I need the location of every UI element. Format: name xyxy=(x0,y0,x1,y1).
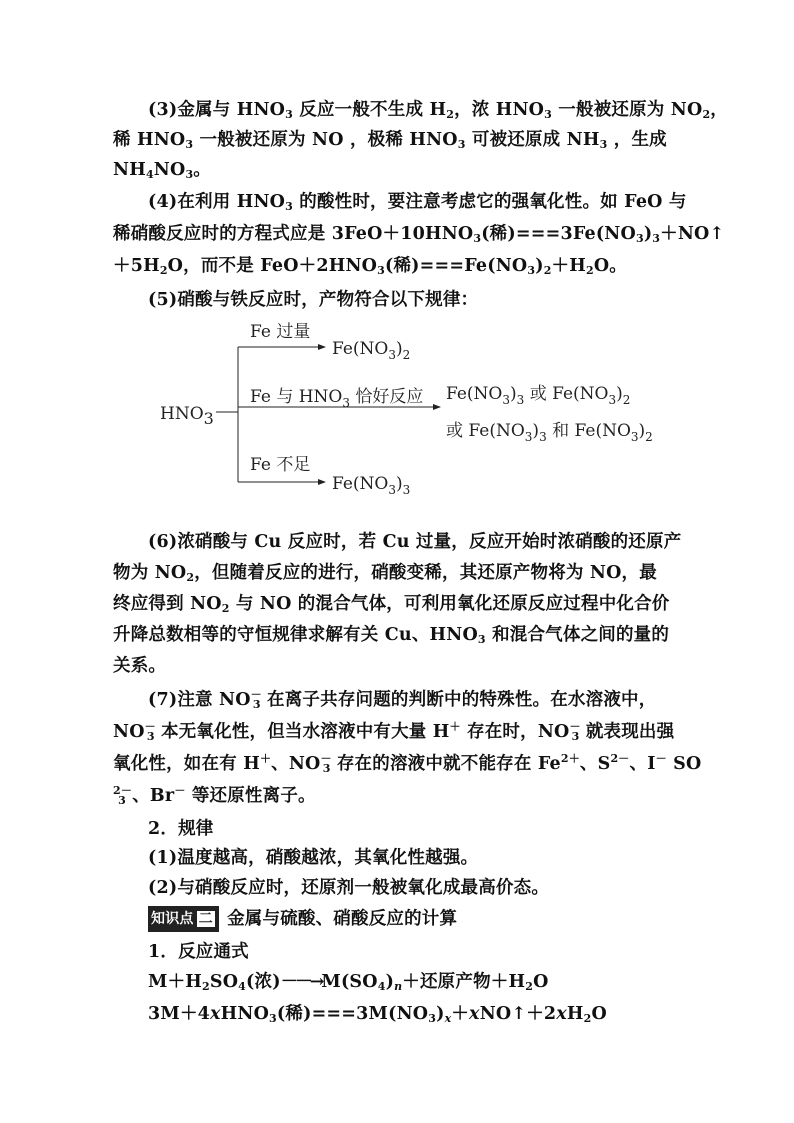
p5-line1: (5)硝酸与铁反应时，产物符合以下规律： xyxy=(148,290,479,310)
p4-line1: (4)在利用 $HNO_3$ 的酸性时，要注意考虑它的强氧化性。如 FeO 与 xyxy=(148,192,687,213)
section-1-heading: 1．反应通式 xyxy=(148,942,249,962)
section-2-heading: 2．规律 xyxy=(148,819,214,839)
p7-line3: 氧化性，如在有 H＋、$NO^-_3$ 存在的溶液中就不能存在 $Fe^{2+}$、$S^{2-}$、I－ SO xyxy=(113,752,702,775)
fe-hno3-diagram xyxy=(150,312,730,512)
diagram-root: HNO3 xyxy=(160,404,214,428)
p4-line2: 稀硝酸反应时的方程式应是 $3FeO+10HNO_3$(稀)$===3Fe(NO_3)_3+NO↑$ xyxy=(113,224,725,245)
p6-line4: 升降总数相等的守恒规律求解有关 Cu、$HNO_3$ 和混合气体之间的量的 xyxy=(113,625,670,646)
equation-2: 3M＋4xHNO$_3$(稀)$===3M(NO_3)_x+xNO↑+2xH_2O$ xyxy=(148,1004,607,1025)
rule-1: (1)温度越高，硝酸越浓，其氧化性越强。 xyxy=(148,848,479,868)
p6-line5: 关系。 xyxy=(113,656,167,676)
diagram-branch3-cond: Fe 不足 xyxy=(250,455,311,475)
diagram-branch2-cond: Fe 与 $HNO_3$ 恰好反应 xyxy=(250,387,424,410)
p7-line2: $NO^-_3$ 本无氧化性，但当水溶液中有大量 H＋ 存在时，$NO^-_3$ 就表现出强 xyxy=(113,720,675,743)
diagram-branch3-prod: $Fe(NO_3)_3$ xyxy=(332,474,411,497)
p3-line3: $NH_4NO_3$。 xyxy=(113,160,211,181)
p6-line2: 物为 $NO_2$，但随着反应的进行，硝酸变稀，其还原产物将为 NO，最 xyxy=(113,563,657,584)
p4-line3: $+5H_2O$，而不是 $FeO+2HNO_3$(稀)$===Fe(NO_3)_2+H_2O$。 xyxy=(113,256,627,277)
equation-1: $M+H_2SO_4$(浓)$--\to M(SO_4)_n+$还原产物$+H_2O$ xyxy=(148,972,549,993)
p3-line1: (3)金属与 $HNO_3$ 反应一般不生成 $H_2$，浓 $HNO_3$ 一般被还原为 $NO_2$， xyxy=(148,100,728,121)
knowledge-point-badge: 知识点 二 xyxy=(148,906,219,932)
p7-line4: $^{2-}_3$ 、Br－ 等还原性离子。 xyxy=(113,784,316,807)
diagram-branch1-prod: $Fe(NO_3)_2$ xyxy=(332,339,411,362)
diagram-branch1-cond: Fe 过量 xyxy=(250,322,311,342)
p6-line3: 终应得到 $NO_2$ 与 NO 的混合气体，可利用氧化还原反应过程中化合价 xyxy=(113,594,670,615)
rule-2: (2)与硝酸反应时，还原剂一般被氧化成最高价态。 xyxy=(148,878,550,898)
diagram-branch2-prod: $Fe(NO_3)_3$ 或 $Fe(NO_3)_2$ xyxy=(446,384,631,407)
p3-line2: 稀 $HNO_3$ 一般被还原为 NO ，极稀 $HNO_3$ 可被还原成 $NH_3$ ，生成 xyxy=(113,130,667,151)
p7-line1: (7)注意 $NO^-_3$ 在离子共存问题的判断中的特殊性。在水溶液中， xyxy=(148,688,657,711)
diagram-branch2-prod-line2: 或 $Fe(NO_3)_3$ 和 $Fe(NO_3)_2$ xyxy=(446,421,653,444)
p6-line1: (6)浓硝酸与 Cu 反应时，若 Cu 过量，反应开始时浓硝酸的还原产 xyxy=(148,532,682,552)
knowledge-point-heading: 知识点 二 金属与硫酸、硝酸反应的计算 xyxy=(148,906,457,932)
